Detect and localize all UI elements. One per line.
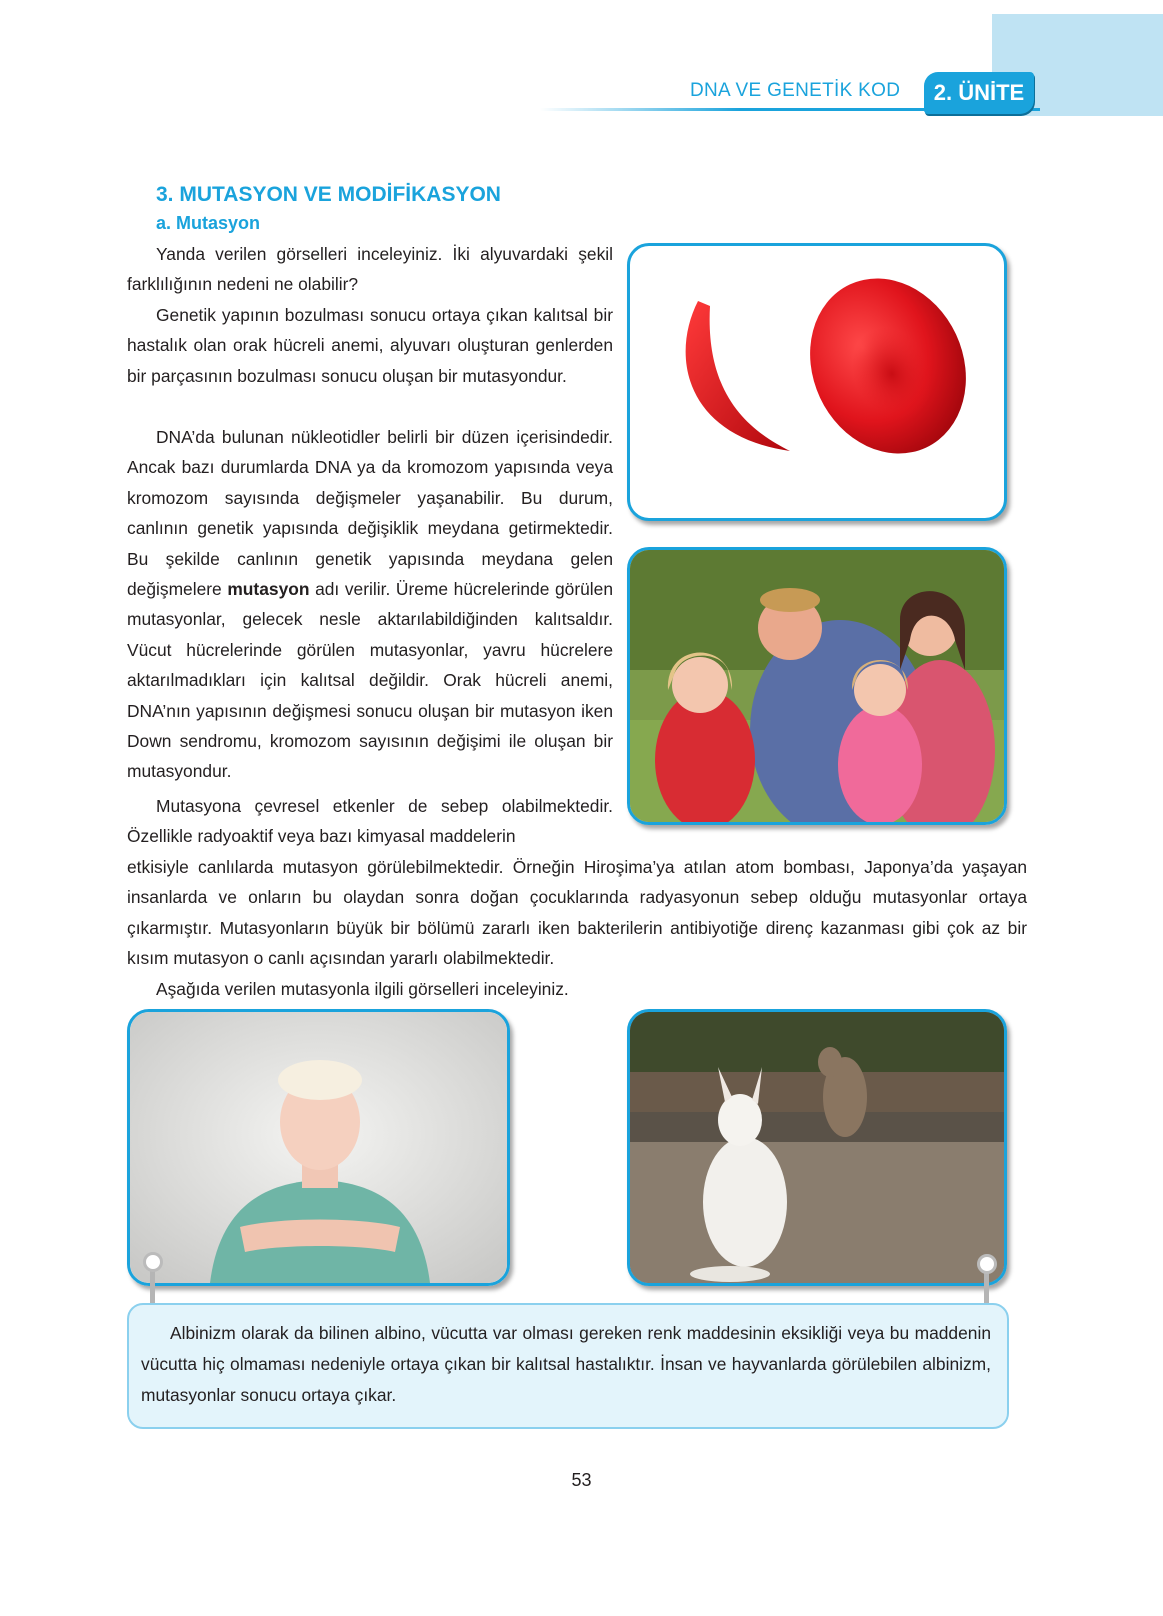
family-photo: [627, 547, 1007, 825]
red-blood-cells-illustration: [630, 246, 1004, 518]
albino-wallaby-photo: [627, 1009, 1007, 1286]
section-title: 3. MUTASYON VE MODİFİKASYON: [156, 183, 501, 206]
albino-man-photo: [127, 1009, 510, 1286]
child-right-top: [838, 705, 922, 822]
child-left-face: [672, 657, 728, 713]
paragraph-3: [127, 422, 613, 787]
albino-man-illustration: [130, 1012, 507, 1283]
pin-right: [977, 1254, 997, 1274]
paragraph-3-text-b: adı verilir. Üreme hücrelerinde görülen mutasyonlar, gelecek nesle aktarılabildiğinden kalıtsaldır. Vücut hücrelerinde görülen mutasyonlar, yavru hücrelere aktarılmadıkları için kalıtsal değildir. Orak hücreli anemi, DNA’nın yapısının değişmesi sonucu oluşan bir mutasyon iken Down sendromu, kromozom sayısının değişimi ile oluşan bir mutasyondur.: [127, 579, 613, 782]
term-mutasyon: mutasyon: [227, 579, 310, 600]
pin-line-right: [984, 1268, 989, 1308]
chapter-title: DNA VE GENETİK KOD: [690, 80, 901, 101]
albino-wallaby-illustration: [630, 1012, 1004, 1283]
albinism-info-box: [127, 1303, 1009, 1429]
sickle-cell-shape: [686, 301, 790, 451]
paragraph-2: Genetik yapının bozulması sonucu ortaya çıkan kalıtsal bir hastalık olan orak hücreli anemi, alyuvarı oluşturan genlerden bir parçasının bozulması sonucu oluşan bir mutasyondur.: [127, 305, 613, 386]
pin-left: [143, 1252, 163, 1272]
unit-badge: 2. ÜNİTE: [924, 72, 1034, 114]
page-number: 53: [571, 1470, 592, 1490]
pin-line-left: [150, 1266, 155, 1306]
paragraph-4-end: etkisiyle canlılarda mutasyon görülebilmektedir. Örneğin Hiroşima’ya atılan atom bombası, Japonya’da yaşayan insanlarda ve onların bu olaydan sonra doğan çocuklarında radyasyonun sebep olduğu mutasyonlar ortaya çıkarmıştır. Mutasyonların büyük bir bölümü zararlı iken bakterilerin antibiyotiğe direnç kazanması gibi çok az bir kısım mutasyon o canlı açısından yararlı olabilmektedir.: [127, 857, 1027, 969]
paragraph-1: Yanda verilen görselleri inceleyiniz. İki alyuvardaki şekil farklılığının nedeni ne olabilir?: [127, 244, 613, 295]
paragraph-4-start: Mutasyona çevresel etkenler de sebep olabilmektedir. Özellikle radyoaktif veya bazı kimyasal maddelerin: [127, 796, 613, 847]
paragraph-3-text-a: DNA’da bulunan nükleotidler belirli bir düzen içerisindedir. Ancak bazı durumlarda DNA ya da kromozom yapısında veya kromozom sayısında değişmeler yaşanabilir. Bu durum, canlının genetik yapısında değişiklik meydana getirmektedir. Bu şekilde canlının genetik yapısında meydana gelen değişmelere: [127, 427, 613, 600]
paragraph-5: Aşağıda verilen mutasyonla ilgili görselleri inceleyiniz.: [156, 979, 569, 999]
subsection-title: a. Mutasyon: [156, 213, 261, 233]
white-wallaby-body: [703, 1137, 787, 1267]
man-hair: [278, 1060, 362, 1100]
red-blood-cells-image: [627, 243, 1007, 521]
child-right-face: [854, 664, 906, 716]
albinism-info-text: Albinizm olarak da bilinen albino, vücutta var olması gereken renk maddesinin eksikliği veya bu maddenin vücutta hiç olmaması nedeniyle ortaya çıkan bir kalıtsal hastalıktır. İnsan ve hayvanlarda görülebilen albinizm, mutasyonlar sonucu ortaya çıkar.: [141, 1323, 991, 1405]
family-photo-illustration: [630, 550, 1004, 822]
